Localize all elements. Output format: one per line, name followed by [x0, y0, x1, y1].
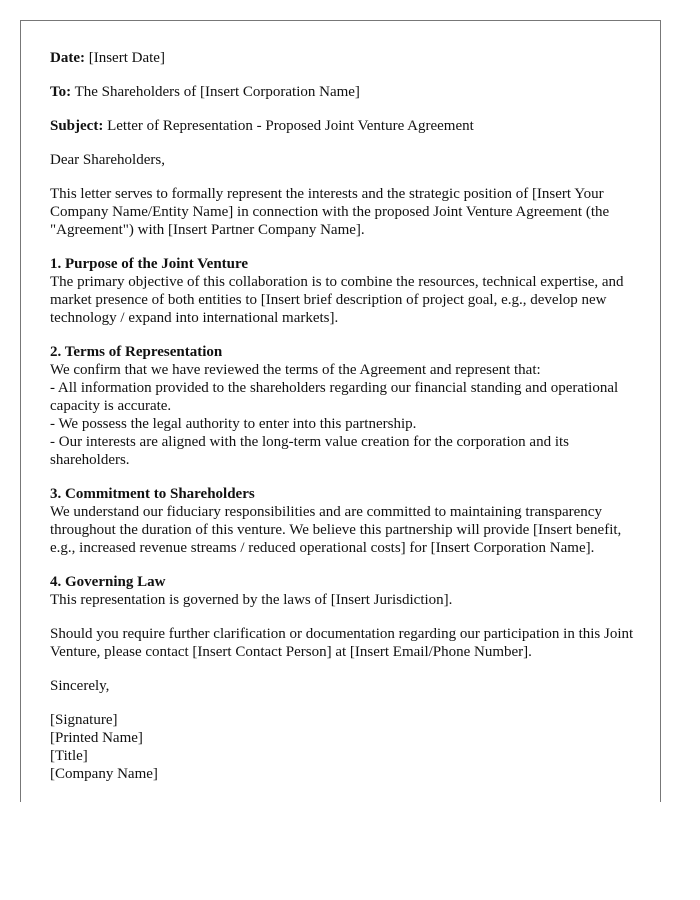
title-line: [Title]: [50, 748, 88, 764]
section-purpose: [50, 255, 640, 327]
section-title: 2. Terms of Representation: [50, 344, 223, 360]
list-item: - We possess the legal authority to enter into this partnership.: [50, 416, 417, 432]
section-body: The primary objective of this collaboration is to combine the resources, technical expertise, and market presence of both entities to [Insert brief description of project goal, e.g., develop new technology / expand into international markets].: [50, 274, 624, 326]
to-label: To:: [50, 84, 72, 100]
letter-page: [20, 20, 661, 802]
subject-label: Subject:: [50, 118, 104, 134]
salutation: Dear Shareholders,: [50, 152, 165, 168]
to-value: The Shareholders of [Insert Corporation Name]: [74, 84, 360, 100]
section-body: We understand our fiduciary responsibilities and are committed to maintaining transparency throughout the duration of this venture. We believe this partnership will provide [Insert benefit, e.g., increased revenue streams / reduced operational costs] for [Insert Corporation Name].: [50, 504, 622, 556]
to-line: [50, 83, 640, 101]
list-item: - Our interests are aligned with the long-term value creation for the corporation and its shareholders.: [50, 434, 569, 468]
section-terms: [50, 343, 640, 469]
subject-line: [50, 117, 640, 135]
section-body: We confirm that we have reviewed the terms of the Agreement and represent that:: [50, 362, 541, 378]
subject-value: Letter of Representation - Proposed Joint Venture Agreement: [107, 118, 474, 134]
company-name-line: [Company Name]: [50, 766, 158, 782]
section-title: 1. Purpose of the Joint Venture: [50, 256, 249, 272]
section-governing-law: [50, 573, 640, 609]
letter-content: [50, 49, 640, 799]
section-commitment: [50, 485, 640, 557]
closing: Sincerely,: [50, 678, 110, 694]
printed-name-line: [Printed Name]: [50, 730, 143, 746]
date-label: Date:: [50, 50, 85, 66]
date-line: [50, 49, 640, 67]
date-value: [Insert Date]: [88, 50, 165, 66]
section-body: This representation is governed by the laws of [Insert Jurisdiction].: [50, 592, 453, 608]
intro-paragraph: This letter serves to formally represent the interests and the strategic position of [Insert Your Company Name/Entity Name] in connection with the proposed Joint Venture Agreement (the "Agreement") with [Insert Partner Company Name].: [50, 186, 610, 238]
section-title: 3. Commitment to Shareholders: [50, 486, 255, 502]
signature-block: [50, 711, 640, 783]
list-item: - All information provided to the shareholders regarding our financial standing and operational capacity is accurate.: [50, 380, 619, 414]
signature-line: [Signature]: [50, 712, 118, 728]
section-title: 4. Governing Law: [50, 574, 166, 590]
closing-paragraph: Should you require further clarification or documentation regarding our participation in this Joint Venture, please contact [Insert Contact Person] at [Insert Email/Phone Number].: [50, 626, 634, 660]
